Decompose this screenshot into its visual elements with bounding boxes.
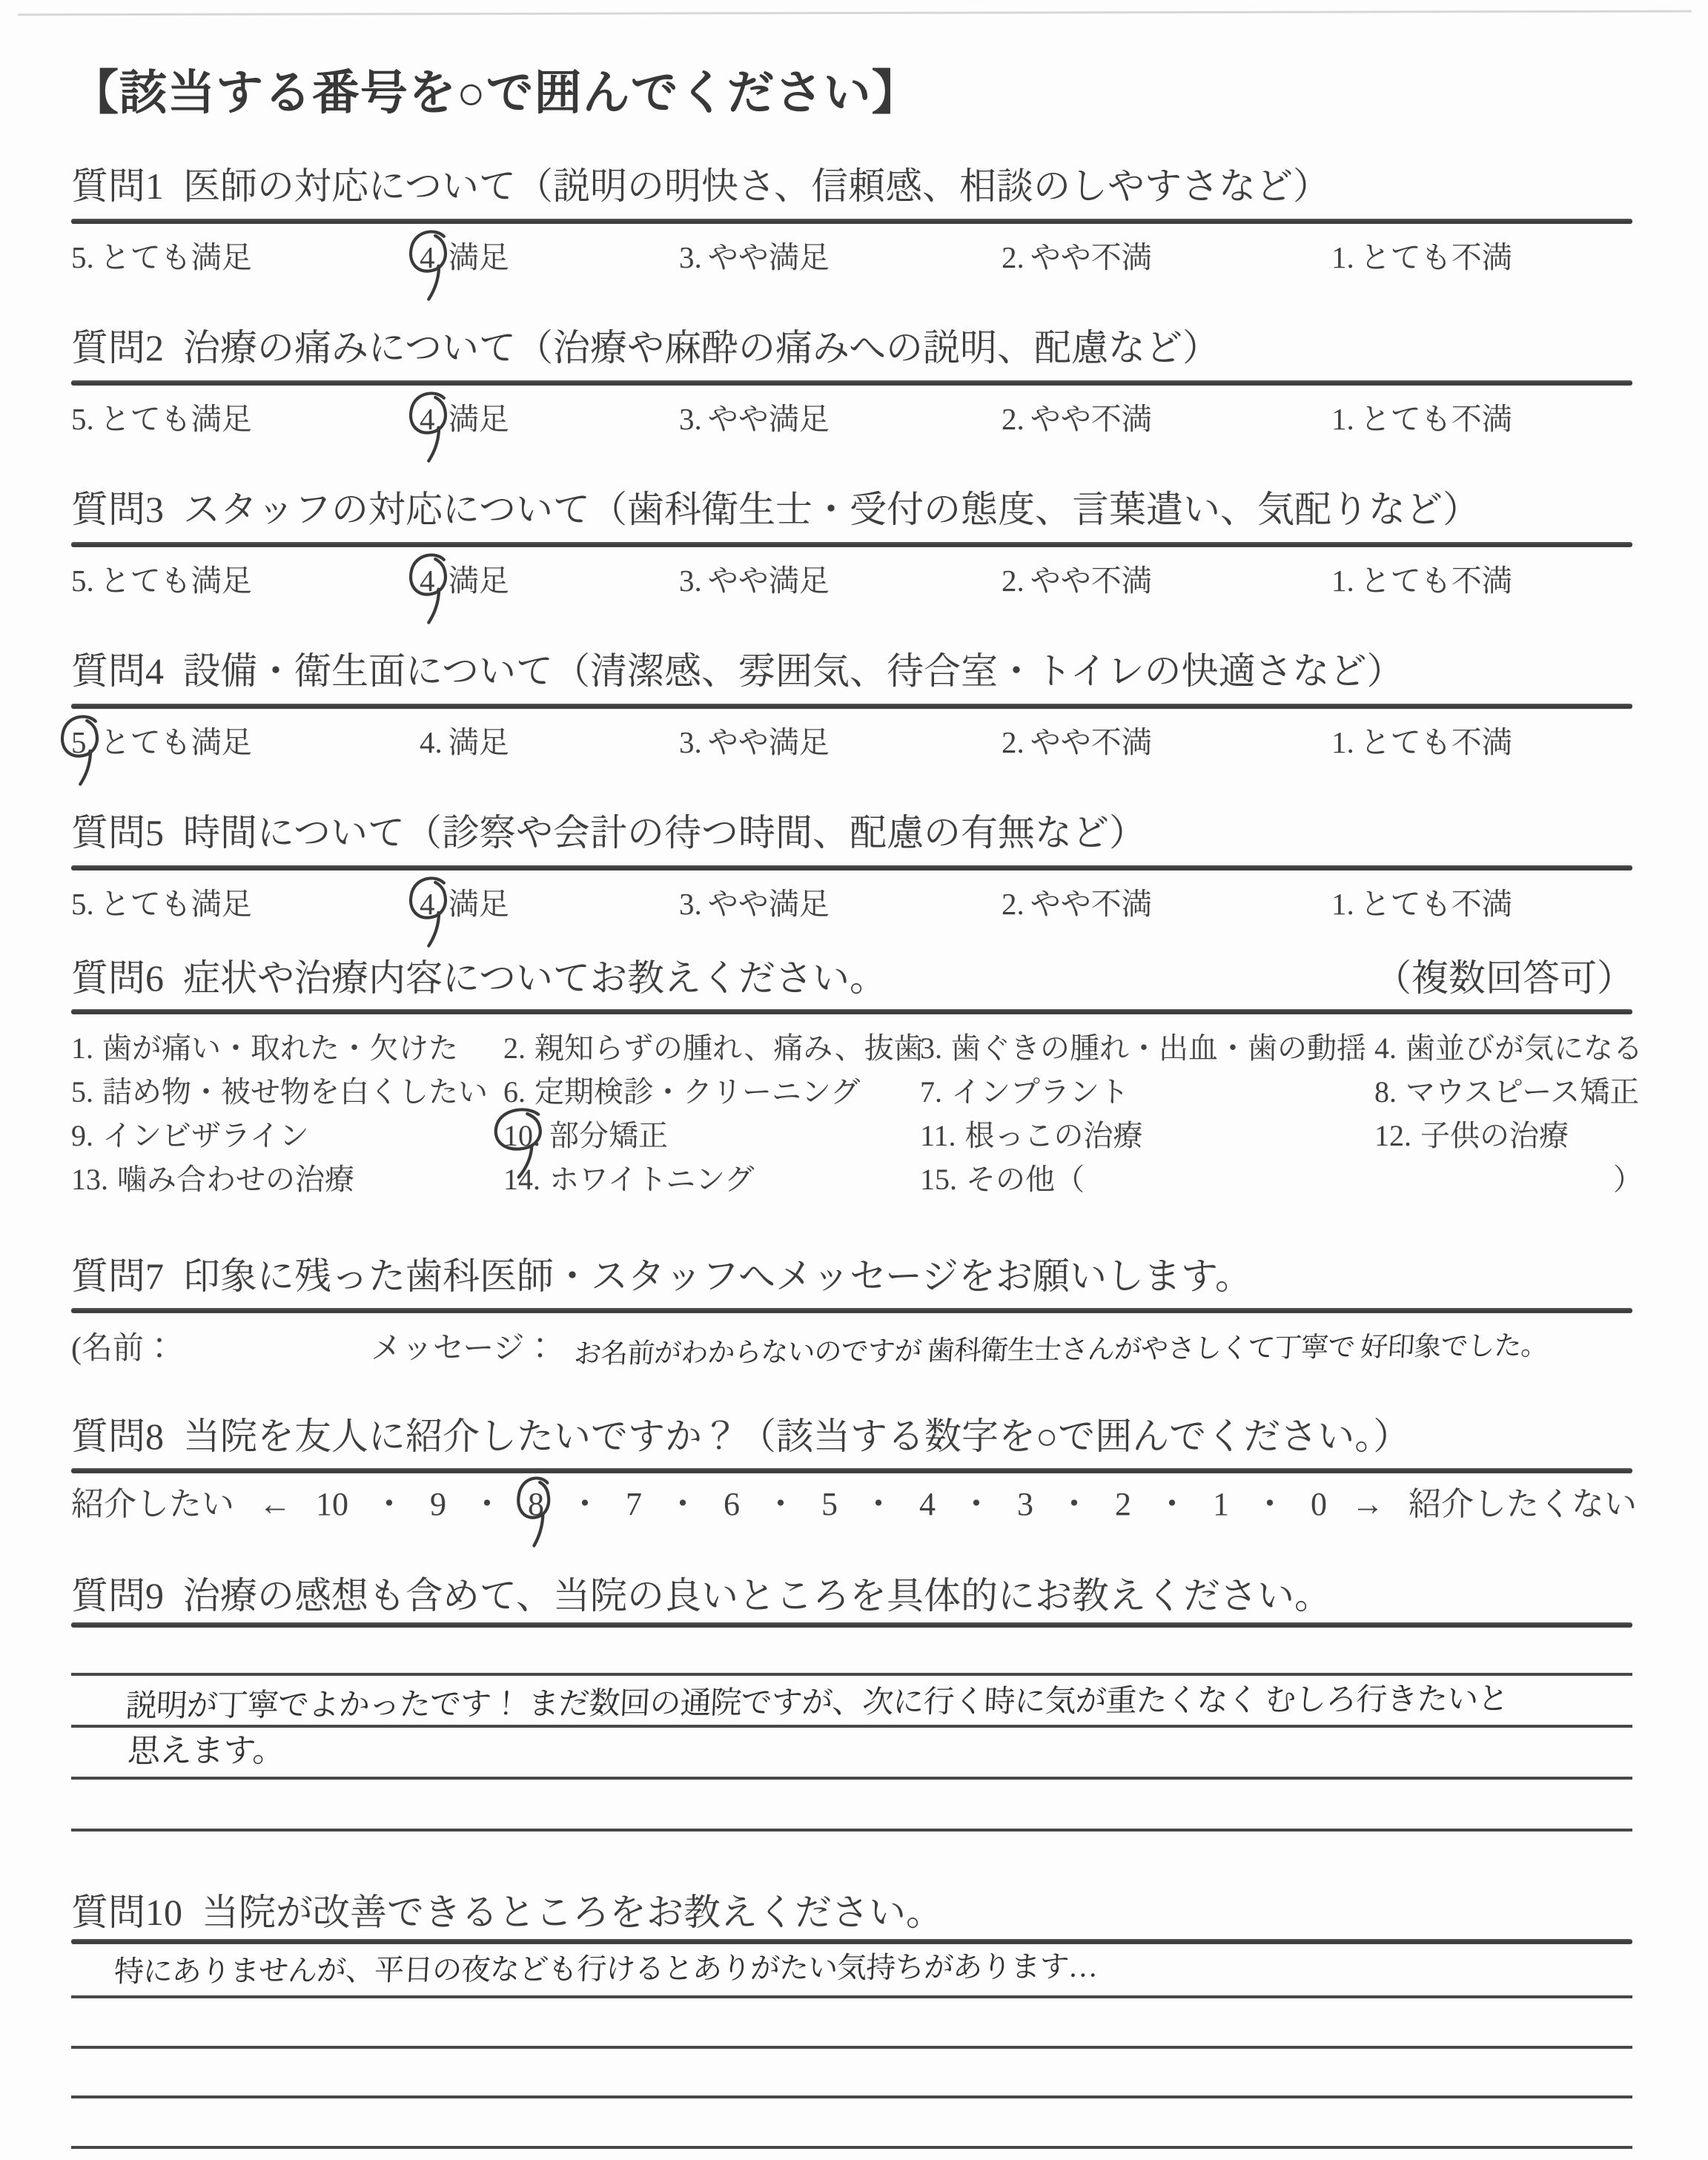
option-very-satisfied-selected[interactable]: 5. とても満足 bbox=[71, 724, 420, 761]
question-6-title-wrap bbox=[71, 955, 887, 1001]
question-9 bbox=[71, 1573, 1634, 1832]
q6-item-1[interactable]: 1. 歯が痛い・取れた・欠けた bbox=[71, 1031, 458, 1065]
q6-item-6[interactable]: 6. 定期検診・クリーニング bbox=[503, 1075, 861, 1109]
divider-line bbox=[71, 1468, 1632, 1473]
option-somewhat-satisfied[interactable]: 3. やや満足 bbox=[679, 564, 830, 598]
q6-item-15-other[interactable]: 15. その他（ bbox=[920, 1163, 1085, 1196]
option-very-dissatisfied[interactable]: 1. とても不満 bbox=[1331, 725, 1512, 759]
q6-item-8[interactable]: 8. マウスピース矯正 bbox=[1374, 1075, 1640, 1109]
option-satisfied-selected[interactable]: 4. 満足 bbox=[420, 400, 679, 437]
answer-line[interactable] bbox=[71, 1780, 1632, 1832]
divider-line bbox=[71, 380, 1632, 386]
question-2-title: 治療の痛みについて（治療や麻酔の痛みへの説明、配慮など） bbox=[183, 327, 1219, 369]
question-1-title: 医師の対応について（説明の明快さ、信頼感、相談のしやすさなど） bbox=[183, 165, 1330, 207]
option-satisfied-selected[interactable]: 4. 満足 bbox=[420, 885, 679, 922]
q6-item-5[interactable]: 5. 詰め物・被せ物を白くしたい bbox=[71, 1075, 488, 1109]
question-3 bbox=[71, 486, 1634, 599]
left-arrow-icon: ← bbox=[259, 1486, 291, 1522]
q8-score-0[interactable]: 0 bbox=[1311, 1486, 1327, 1522]
question-10-number: 質問10 bbox=[71, 1892, 182, 1933]
question-4-options bbox=[71, 724, 1634, 761]
option-very-satisfied[interactable]: 5. とても満足 bbox=[71, 240, 252, 274]
question-10 bbox=[71, 1889, 1634, 2149]
question-6-note: （複数回答可） bbox=[1374, 957, 1634, 999]
q6-item-3[interactable]: 3. 歯ぐきの腫れ・出血・歯の動揺 bbox=[920, 1031, 1366, 1065]
question-2-header bbox=[71, 325, 1634, 371]
dot-separator: ・ bbox=[1254, 1486, 1286, 1522]
option-somewhat-dissatisfied[interactable]: 2. やや不満 bbox=[1002, 564, 1152, 598]
handwritten-answer-line-1: 特にありませんが、平日の夜なども行けるとありがたい気持ちがあります… bbox=[113, 1949, 1099, 1989]
question-3-header bbox=[71, 486, 1634, 532]
question-2-options bbox=[71, 400, 1634, 437]
q6-item-2[interactable]: 2. 親知らずの腫れ、痛み、抜歯 bbox=[503, 1031, 924, 1065]
dot-separator: ・ bbox=[1156, 1486, 1188, 1522]
question-1 bbox=[71, 163, 1634, 276]
dot-separator: ・ bbox=[569, 1486, 601, 1522]
handwritten-answer-line-1: 説明が丁寧でよかったです！ まだ数回の通院ですが、次に行く時に気が重たくなく むしろ行きたいと bbox=[125, 1682, 1509, 1724]
question-5-number: 質問5 bbox=[71, 812, 164, 853]
q8-score-6[interactable]: 6 bbox=[724, 1486, 740, 1522]
question-4 bbox=[71, 648, 1634, 761]
name-field-label: (名前： bbox=[71, 1332, 175, 1366]
option-very-satisfied[interactable]: 5. とても満足 bbox=[71, 402, 252, 436]
divider-line bbox=[71, 542, 1632, 547]
answer-line[interactable] bbox=[71, 1628, 1632, 1676]
q6-item-14[interactable]: 14. ホワイトニング bbox=[503, 1163, 755, 1196]
divider-line bbox=[71, 704, 1632, 709]
option-very-dissatisfied[interactable]: 1. とても不満 bbox=[1331, 240, 1512, 274]
option-somewhat-satisfied[interactable]: 3. やや満足 bbox=[679, 240, 830, 274]
q6-item-4[interactable]: 4. 歯並びが気になる bbox=[1374, 1031, 1643, 1065]
option-somewhat-dissatisfied[interactable]: 2. やや不満 bbox=[1002, 240, 1152, 274]
option-very-dissatisfied[interactable]: 1. とても不満 bbox=[1331, 887, 1512, 921]
option-somewhat-satisfied[interactable]: 3. やや満足 bbox=[679, 725, 830, 759]
option-satisfied-selected[interactable]: 4. 満足 bbox=[420, 239, 679, 276]
dot-separator: ・ bbox=[960, 1486, 993, 1522]
question-5-header bbox=[71, 810, 1634, 856]
question-5-title: 時間について（診察や会計の待つ時間、配慮の有無など） bbox=[183, 812, 1146, 853]
divider-line bbox=[71, 1308, 1632, 1313]
question-6 bbox=[71, 955, 1643, 1204]
answer-line[interactable] bbox=[71, 2098, 1632, 2149]
option-somewhat-dissatisfied[interactable]: 2. やや不満 bbox=[1002, 887, 1152, 921]
question-9-answer-area bbox=[71, 1628, 1632, 1832]
question-1-header bbox=[71, 163, 1634, 209]
answer-line[interactable] bbox=[71, 1944, 1632, 1998]
q8-score-2[interactable]: 2 bbox=[1115, 1486, 1131, 1522]
q6-item-7[interactable]: 7. インプラント bbox=[920, 1075, 1129, 1109]
scale-left-label: 紹介したい bbox=[71, 1486, 234, 1522]
question-7-title: 印象に残った歯科医師・スタッフへメッセージをお願いします。 bbox=[183, 1255, 1252, 1297]
option-very-dissatisfied[interactable]: 1. とても不満 bbox=[1331, 564, 1512, 598]
q8-score-9[interactable]: 9 bbox=[430, 1486, 446, 1522]
question-10-header bbox=[71, 1889, 1634, 1935]
q8-score-10[interactable]: 10 bbox=[316, 1486, 348, 1522]
q8-score-8-selected[interactable]: 8 bbox=[528, 1485, 544, 1524]
question-4-title: 設備・衛生面について（清潔感、雰囲気、待合室・トイレの快適さなど） bbox=[183, 650, 1404, 692]
q6-item-13[interactable]: 13. 噛み合わせの治療 bbox=[71, 1163, 354, 1196]
q8-score-7[interactable]: 7 bbox=[626, 1486, 642, 1522]
option-somewhat-satisfied[interactable]: 3. やや満足 bbox=[679, 402, 830, 436]
q8-score-1[interactable]: 1 bbox=[1213, 1486, 1229, 1522]
option-satisfied[interactable]: 4. 満足 bbox=[420, 725, 509, 759]
question-9-number: 質問9 bbox=[71, 1575, 164, 1616]
option-somewhat-satisfied[interactable]: 3. やや満足 bbox=[679, 887, 830, 921]
question-9-title: 治療の感想も含めて、当院の良いところを具体的にお教えください。 bbox=[183, 1575, 1331, 1616]
dot-separator: ・ bbox=[666, 1486, 699, 1522]
option-very-satisfied[interactable]: 5. とても満足 bbox=[71, 887, 252, 921]
question-3-number: 質問3 bbox=[71, 489, 164, 530]
question-8-header bbox=[71, 1413, 1634, 1459]
question-3-options bbox=[71, 562, 1634, 599]
question-1-number: 質問1 bbox=[71, 165, 164, 207]
q6-item-9[interactable]: 9. インビザライン bbox=[71, 1119, 309, 1152]
page-title: 【該当する番号を○で囲んでください】 bbox=[71, 67, 920, 119]
question-5-options bbox=[71, 885, 1634, 922]
answer-line[interactable] bbox=[71, 1998, 1632, 2049]
option-very-satisfied[interactable]: 5. とても満足 bbox=[71, 564, 252, 598]
question-5 bbox=[71, 810, 1634, 922]
q8-score-3[interactable]: 3 bbox=[1017, 1486, 1033, 1522]
answer-line[interactable] bbox=[71, 1728, 1632, 1780]
q6-item-12[interactable]: 12. 子供の治療 bbox=[1374, 1119, 1569, 1152]
dot-separator: ・ bbox=[764, 1486, 797, 1522]
question-6-options bbox=[71, 1029, 1643, 1204]
question-1-options bbox=[71, 239, 1634, 276]
divider-line bbox=[71, 1939, 1632, 1944]
question-7-number: 質問7 bbox=[71, 1255, 164, 1297]
divider-line bbox=[71, 865, 1632, 871]
option-somewhat-dissatisfied[interactable]: 2. やや不満 bbox=[1002, 725, 1152, 759]
dot-separator: ・ bbox=[373, 1486, 406, 1522]
question-4-header bbox=[71, 648, 1634, 694]
question-8-scale bbox=[71, 1485, 1637, 1524]
dot-separator: ・ bbox=[471, 1486, 503, 1522]
scale-right-label: 紹介したくない bbox=[1409, 1486, 1637, 1522]
option-satisfied-selected[interactable]: 4. 満足 bbox=[420, 562, 679, 599]
question-8-title: 当院を友人に紹介したいですか？（該当する数字を○で囲んでください。） bbox=[183, 1416, 1411, 1457]
question-8-number: 質問8 bbox=[71, 1416, 164, 1457]
question-2-number: 質問2 bbox=[71, 327, 164, 369]
handwritten-answer-line-2: 思えます。 bbox=[126, 1732, 285, 1770]
dot-separator: ・ bbox=[862, 1486, 895, 1522]
answer-line[interactable] bbox=[71, 1676, 1632, 1728]
question-3-title: スタッフの対応について（歯科衛生士・受付の態度、言葉遣い、気配りなど） bbox=[183, 489, 1480, 530]
question-9-header bbox=[71, 1573, 1634, 1619]
message-field-label: メッセージ： bbox=[371, 1332, 556, 1366]
option-very-dissatisfied[interactable]: 1. とても不満 bbox=[1331, 402, 1512, 436]
question-7 bbox=[71, 1253, 1634, 1379]
handwritten-message: お名前がわからないのですが 歯科衛生士さんがやさしくて丁寧で 好印象でした。 bbox=[573, 1330, 1549, 1370]
question-6-title: 症状や治療内容についてお教えください。 bbox=[183, 957, 887, 999]
question-6-header bbox=[71, 955, 1634, 1001]
question-10-answer-area bbox=[71, 1944, 1632, 2149]
question-10-title: 当院が改善できるところをお教えください。 bbox=[202, 1892, 943, 1933]
question-6-number: 質問6 bbox=[71, 957, 164, 999]
divider-line bbox=[71, 1622, 1632, 1628]
question-8 bbox=[71, 1413, 1637, 1524]
question-7-header bbox=[71, 1253, 1634, 1299]
divider-line bbox=[71, 219, 1632, 224]
q8-score-5[interactable]: 5 bbox=[821, 1486, 838, 1522]
q6-item-11[interactable]: 11. 根っこの治療 bbox=[920, 1119, 1143, 1152]
question-4-number: 質問4 bbox=[71, 650, 164, 692]
q6-item-10-selected[interactable]: 10. 部分矯正 bbox=[503, 1117, 920, 1160]
option-somewhat-dissatisfied[interactable]: 2. やや不満 bbox=[1002, 402, 1152, 436]
dot-separator: ・ bbox=[1058, 1486, 1090, 1522]
q8-score-4[interactable]: 4 bbox=[919, 1486, 936, 1522]
question-7-answer-row[interactable] bbox=[71, 1324, 1634, 1379]
right-arrow-icon: → bbox=[1351, 1486, 1384, 1522]
question-2 bbox=[71, 325, 1634, 437]
answer-line[interactable] bbox=[71, 2049, 1632, 2098]
divider-line bbox=[71, 1009, 1632, 1014]
q6-other-close-paren: ） bbox=[1613, 1163, 1643, 1196]
